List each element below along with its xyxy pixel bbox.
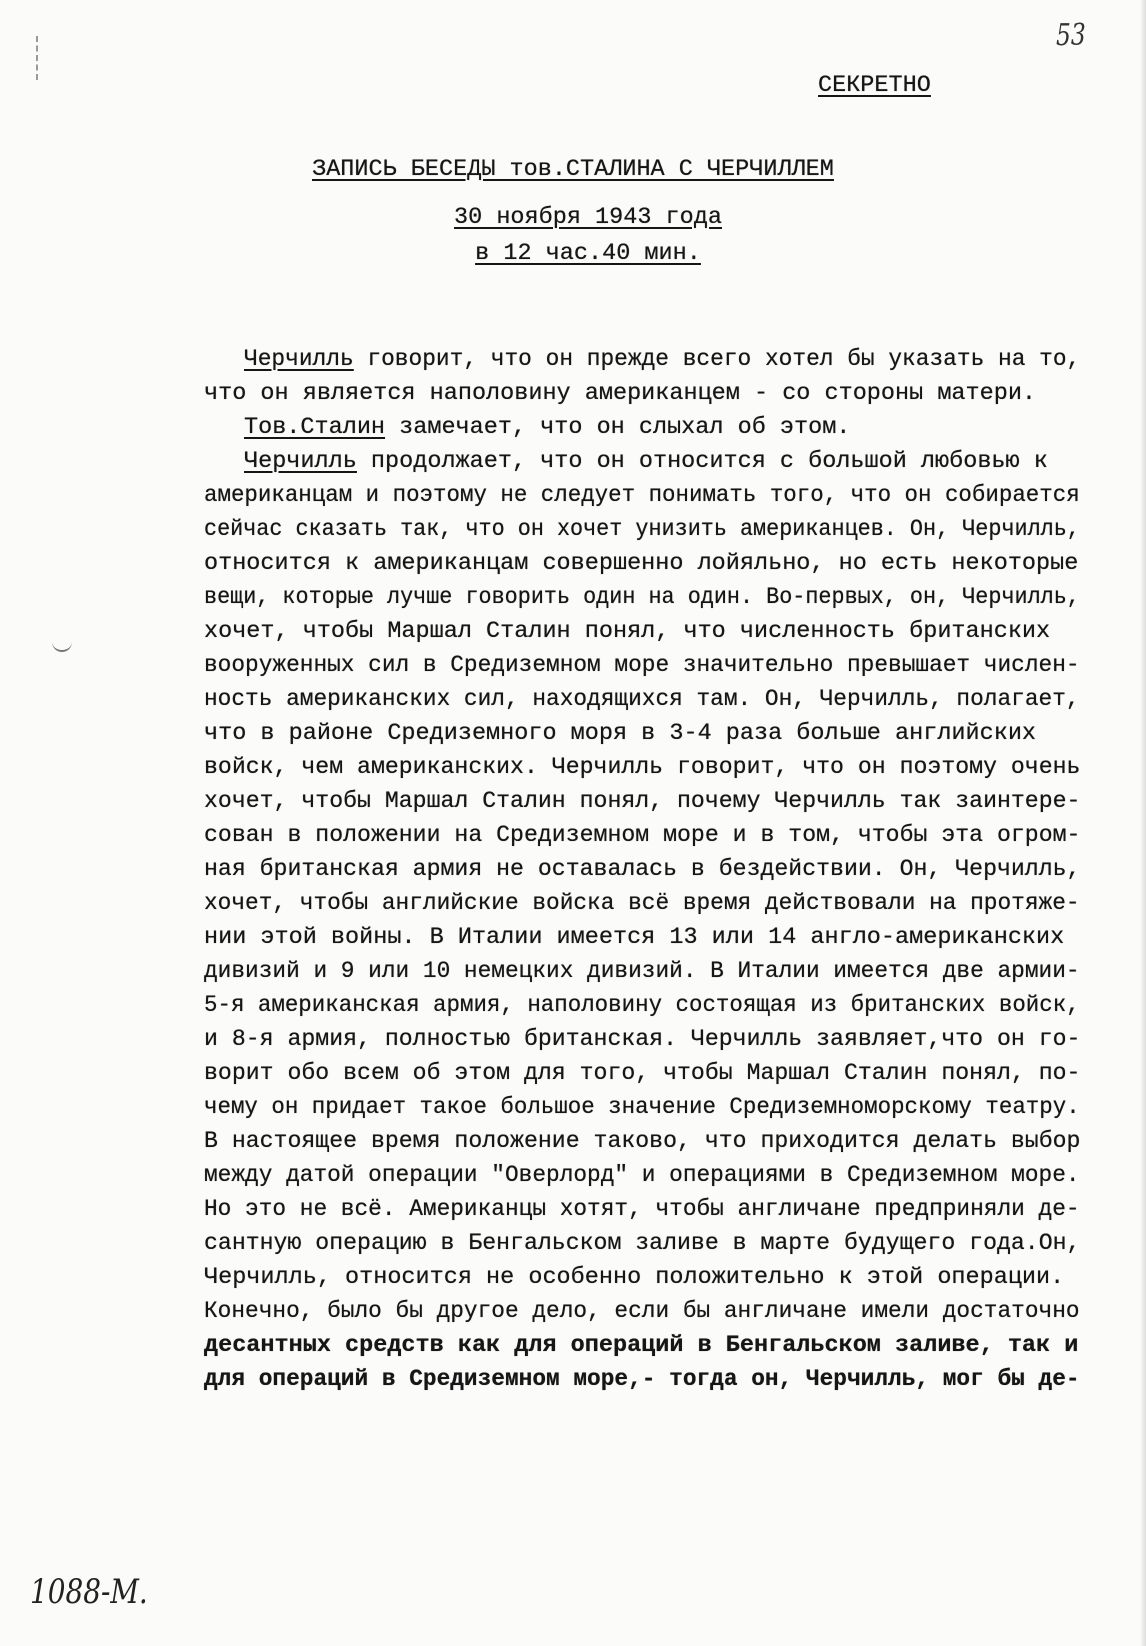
paragraph-3-line: войск, чем американских. Черчилль говорит, что он поэтому очень	[204, 754, 1081, 781]
paragraph-3-line: ность американских сил, находящихся там. Он, Черчилль, полагает,	[204, 686, 1080, 713]
paragraph-2-text: замечает, что он слыхал об этом.	[385, 414, 851, 441]
paragraph-3-line: что в районе Средиземного моря в 3-4 раза больше английских	[204, 720, 1037, 747]
paragraph-3-line: Но это не всё. Американцы хотят, чтобы англичане предприняли де-	[204, 1196, 1080, 1223]
paragraph-3-line: дивизий и 9 или 10 немецких дивизий. В Италии имеется две армии-	[204, 958, 1080, 985]
document-title: ЗАПИСЬ БЕСЕДЫ тов.СТАЛИНА С ЧЕРЧИЛЛЕМ	[312, 156, 834, 183]
paragraph-3-line: вещи, которые лучше говорить один на один. Во-первых, он, Черчилль,	[204, 584, 1080, 611]
paragraph-3-line: хочет, чтобы английские войска всё время действовали на протяже-	[204, 890, 1080, 917]
paragraph-3-line: сейчас сказать так, что он хочет унизить американцев. Он, Черчилль,	[204, 516, 1080, 543]
paragraph-3-line: хочет, чтобы Маршал Сталин понял, почему Черчилль так заинтере-	[204, 788, 1081, 815]
paragraph-3-line: американцам и поэтому не следует понимать того, что он собирается	[204, 482, 1080, 509]
margin-pencil-mark	[52, 636, 72, 652]
paragraph-3-line: между датой операции "Оверлорд" и операциями в Средиземном море.	[204, 1162, 1080, 1189]
paragraph-3-line-1	[244, 448, 1048, 475]
paragraph-3-line: 5-я американская армия, наполовину состоящая из британских войск,	[204, 992, 1080, 1019]
paragraph-3-line: ная британская армия не оставалась в бездействии. Он, Черчилль,	[204, 856, 1081, 883]
paragraph-3-line: вооруженных сил в Средиземном море значительно превышает числен-	[204, 652, 1080, 679]
paragraph-3-text: продолжает, что он относится с большой любовью к	[356, 448, 1048, 475]
speaker-churchill: Черчилль	[244, 346, 354, 373]
handwritten-page-number: 53	[1056, 18, 1086, 53]
classification-stamp: СЕКРЕТНО	[818, 72, 931, 99]
paragraph-3-line: сован в положении на Средиземном море и в том, чтобы эта огром-	[204, 822, 1081, 849]
margin-dash-marks	[36, 36, 40, 80]
paragraph-3-line: Черчилль, относится не особенно положительно к этой операции.	[204, 1264, 1065, 1291]
paragraph-3-line: сантную операцию в Бенгальском заливе в марте будущего года.Он,	[204, 1230, 1081, 1257]
paragraph-3-line: для операций в Средиземном море,- тогда он, Черчилль, мог бы де-	[204, 1366, 1080, 1393]
paragraph-3-line: Конечно, было бы другое дело, если бы англичане имели достаточно	[204, 1298, 1080, 1325]
paragraph-2-line-1	[244, 414, 850, 441]
paragraph-3-line: ворит обо всем об этом для того, чтобы Маршал Сталин понял, по-	[204, 1060, 1081, 1087]
document-date: 30 ноября 1943 года	[454, 204, 722, 231]
paragraph-3-line: относится к американцам совершенно лойяльно, но есть некоторые	[204, 550, 1079, 577]
document-time: в 12 час.40 мин.	[475, 240, 701, 267]
speaker-stalin: Тов.Сталин	[244, 414, 386, 441]
paragraph-3-line: чему он придает такое большое значение Средиземноморскому театру.	[204, 1094, 1080, 1121]
paragraph-3-line: хочет, чтобы Маршал Сталин понял, что численность британских	[204, 618, 1051, 645]
paragraph-1-line-2: что он является наполовину американцем - со стороны матери.	[204, 380, 1037, 407]
paragraph-1-line-1	[244, 346, 1080, 373]
paragraph-3-line: и 8-я армия, полностью британская. Черчилль заявляет,что он го-	[204, 1026, 1081, 1053]
speaker-churchill-2: Черчилль	[244, 448, 357, 475]
paragraph-3-line: нии этой войны. В Италии имеется 13 или 14 англо-американских	[204, 924, 1065, 951]
paragraph-3-line: десантных средств как для операций в Бенгальском заливе, так и	[204, 1332, 1079, 1359]
paragraph-3-line: В настоящее время положение таково, что приходится делать выбор	[204, 1128, 1081, 1155]
paragraph-1-text: говорит, что он прежде всего хотел бы указать на то,	[353, 346, 1081, 373]
handwritten-archive-mark: 1088-М.	[30, 1572, 148, 1612]
